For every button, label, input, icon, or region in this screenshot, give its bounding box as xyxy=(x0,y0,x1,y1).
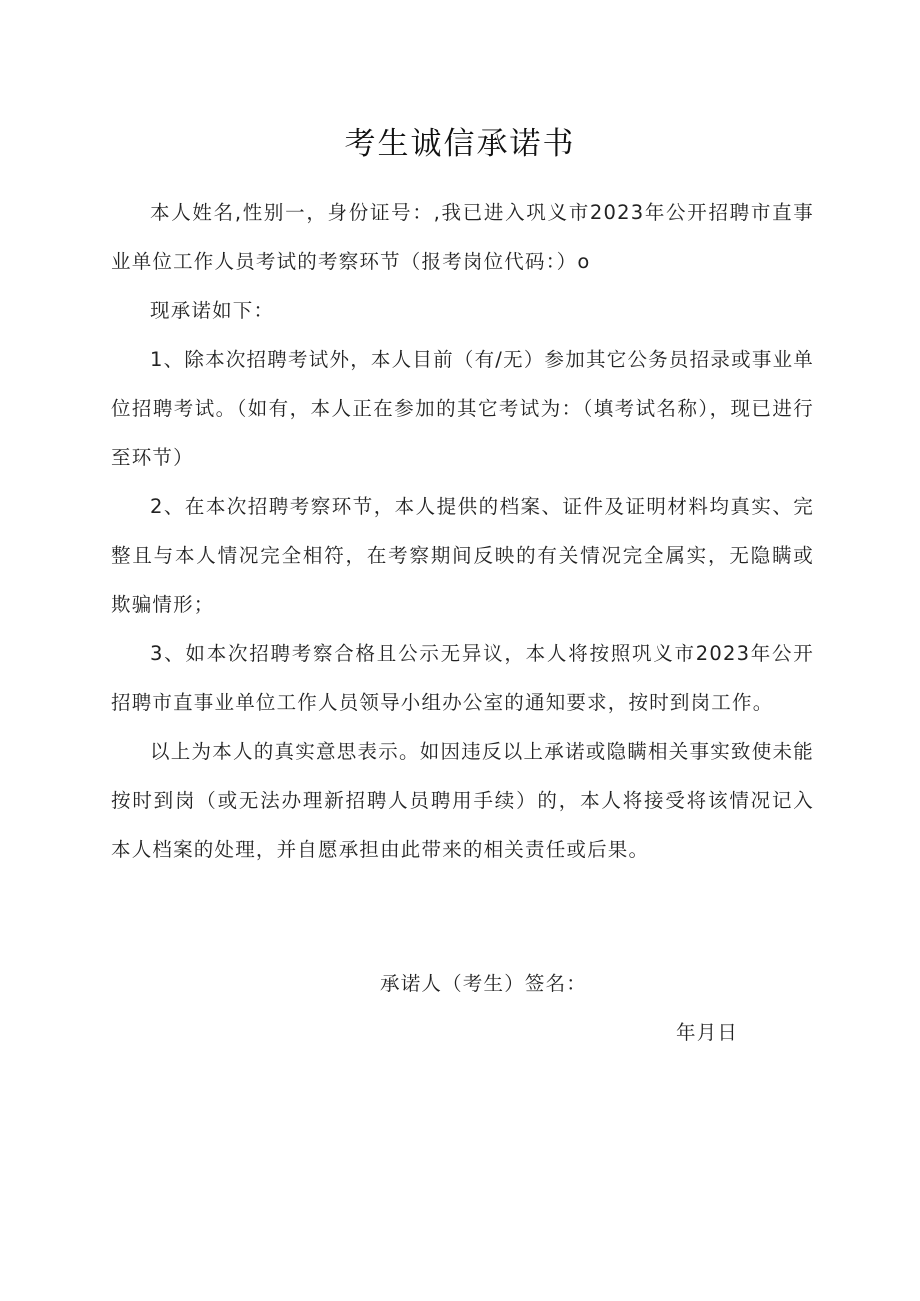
paragraph-applicant-info: 本人姓名,性别一，身份证号：,我已进入巩义市2023年公开招聘市直事业单位工作人员考试的考察环节（报考岗位代码：）o xyxy=(111,201,814,273)
paragraph-item-1: 1、除本次招聘考试外，本人目前（有/无）参加其它公务员招录或事业单位招聘考试。（如有，本人正在参加的其它考试为：（填考试名称），现已进行至环节） xyxy=(111,348,814,469)
document-title: 考生诚信承诺书 xyxy=(344,126,576,162)
paragraph-commitment-intro: 现承诺如下： xyxy=(150,299,275,322)
date-label: 年月日 xyxy=(676,1021,739,1044)
signature-label: 承诺人（考生）签名： xyxy=(380,972,588,995)
paragraph-item-2: 2、在本次招聘考察环节，本人提供的档案、证件及证明材料均真实、完整且与本人情况完全相符，在考察期间反映的有关情况完全属实，无隐瞒或欺骗情形； xyxy=(111,495,814,616)
paragraph-item-3: 3、如本次招聘考察合格且公示无异议，本人将按照巩义市2023年公开招聘市直事业单位工作人员领导小组办公室的通知要求，按时到岗工作。 xyxy=(111,642,814,714)
document-body xyxy=(111,188,814,874)
paragraph-declaration: 以上为本人的真实意思表示。如因违反以上承诺或隐瞒相关事实致使未能按时到岗（或无法办理新招聘人员聘用手续）的，本人将接受将该情况记入本人档案的处理，并自愿承担由此带来的相关责任或后果。 xyxy=(111,740,814,861)
